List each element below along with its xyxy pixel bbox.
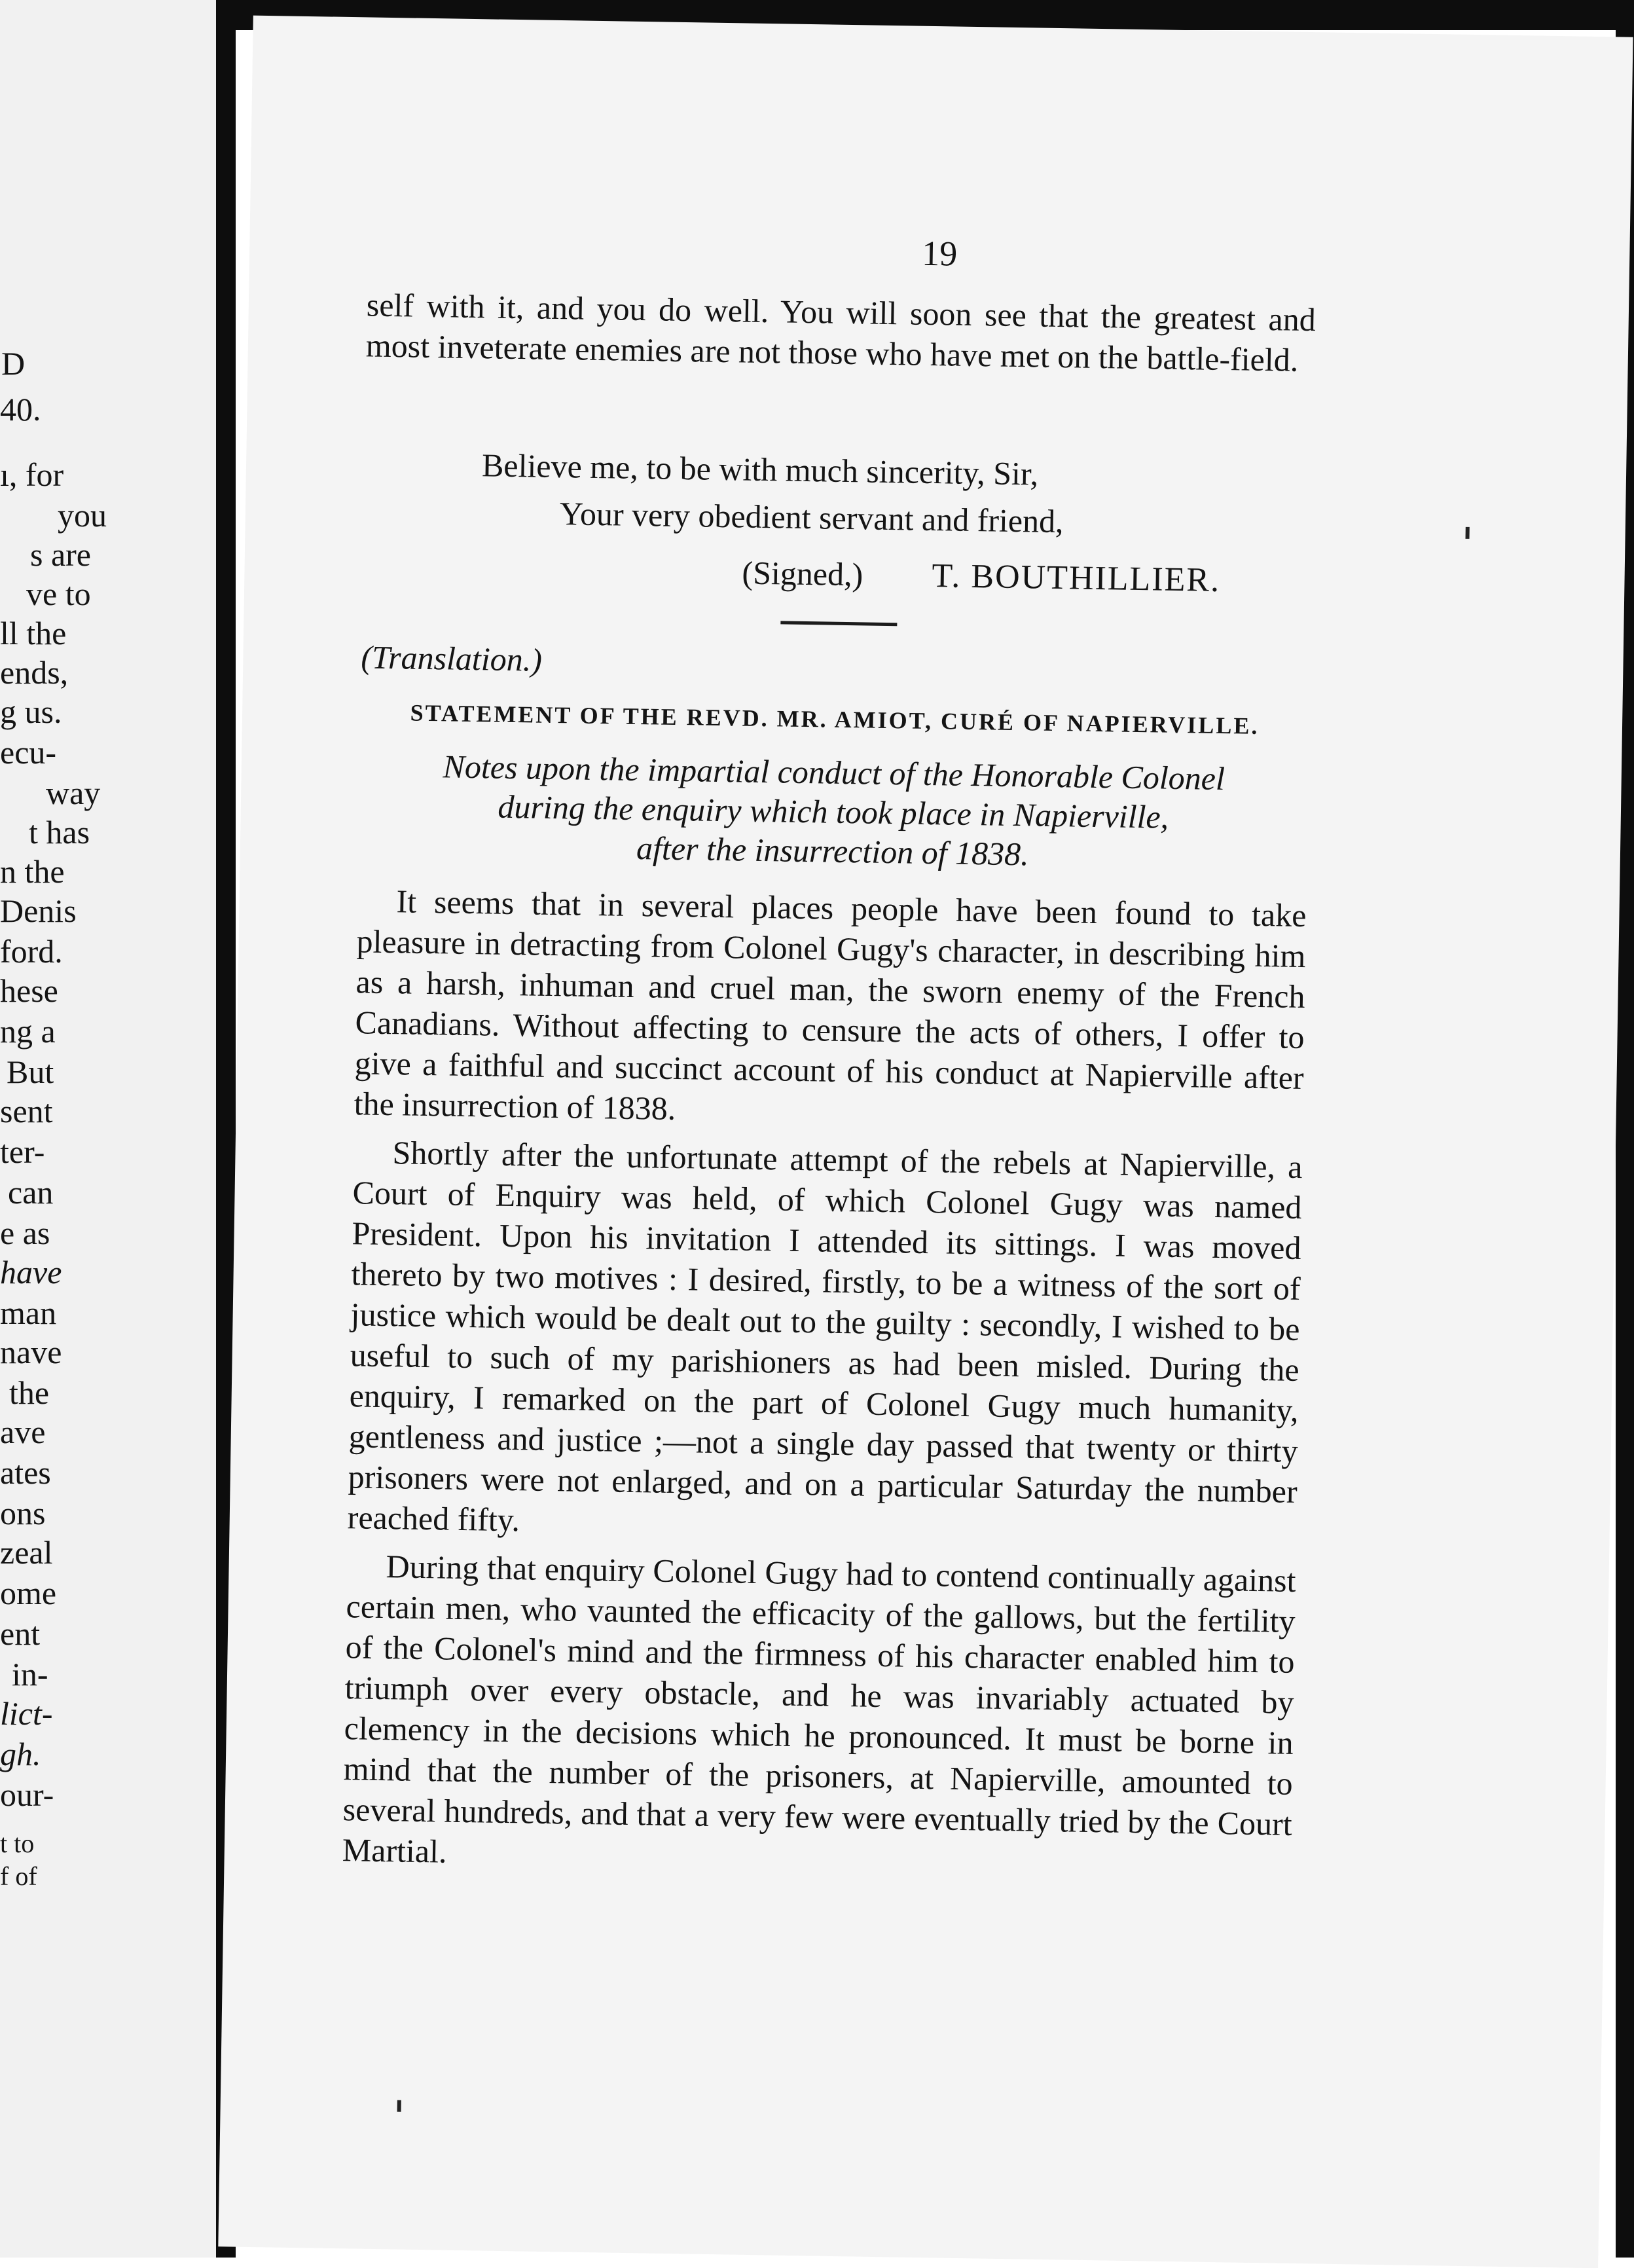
facing-page-text: ons [0,1495,46,1531]
facing-page-fragment [0,0,216,2258]
facing-page-text: ome [0,1575,57,1611]
facing-page-text: gh. [0,1736,41,1772]
facing-page-text: the [9,1374,50,1411]
statement-subheading [358,745,1309,878]
statement-heading: STATEMENT OF THE REVD. MR. AMIOT, CURÉ OF NAPIERVILLE. [410,699,1260,739]
facing-page-text: ates [0,1454,51,1491]
facing-page-text: ends, [0,654,69,691]
facing-page-text: f of [0,1861,37,1891]
subheading-line: Notes upon the impartial conduct of the Honorable Colonel [443,748,1226,797]
statement-body [342,880,1307,1885]
facing-page-text: Denis [0,892,77,929]
facing-page-text: t has [29,814,90,850]
facing-page-text: ı, for [0,456,64,493]
facing-page-text: ve to [26,576,91,612]
subheading-line: during the enquiry which took place in Napierville, [498,788,1169,835]
page-number: 19 [921,233,958,274]
ink-speck [1466,527,1470,539]
translation-label: (Translation.) [361,638,543,678]
facing-page-text: s are [30,536,91,573]
facing-page-text: ter- [0,1133,45,1170]
facing-page-text: 40. [0,391,41,428]
facing-page-text: zeal [0,1534,53,1571]
facing-page-text: nave [0,1334,62,1370]
facing-page-text: D [1,345,26,382]
body-paragraph: During that enquiry Colonel Gugy had to contend continually against certain men, who vaunted the efficacity of the gallows, but the fertility of the Colonel's mind and the firmness of his character enabled him to triumph over every obstacle, and he was invariably actuated by clemency in the decisions which he pronounced. It must be borne in mind that the number of the prisoners, at Napierville, amounted to several hundreds, and that a very few were eventually tried by the Court Martial. [342,1548,1296,1870]
body-paragraph: It seems that in several places people have been found to take pleasure in detracting from Colonel Gugy's character, in describing him as a harsh, inhuman and cruel man, the sworn enemy of the French Canadians. Without affecting to censure the acts of others, I offer to give a faithful and succinct account of his conduct at Napierville after the insurrection of 1838. [354,883,1307,1127]
document-page [218,16,1633,2268]
facing-page-text: n the [0,853,65,890]
facing-page-text: ent [0,1615,41,1652]
signer-name: T. BOUTHILLIER. [932,557,1221,599]
section-divider [780,621,897,626]
facing-page-text: ford. [0,933,63,970]
facing-page-text: t to [0,1829,35,1858]
facing-page-text: sent [0,1093,53,1129]
body-paragraph: Shortly after the unfortunate attempt of the rebels at Napierville, a Court of Enquiry was held, of which Colonel Gugy was named President. Upon his invitation I attended its sittings. I was moved thereto by two motives : I desired, firstly, to be a witness of the sort of justice which would be dealt out to the guilty : secondly, I wished to be useful to such of my parishioners as had been misled. During the enquiry, I remarked on the part of Colonel Gugy much humanity, gentleness and justice ;—not a single day passed that twenty or thirty prisoners were not enlarged, and on a particular Saturday the number reached fifty. [347,1134,1303,1539]
signed-label: (Signed,) [742,554,863,593]
facing-page-text: e as [0,1215,50,1251]
continuation-paragraph [365,284,1316,380]
facing-page-text: have [0,1254,62,1290]
facing-page-text: But [7,1053,54,1090]
facing-page-text: lict- [0,1695,53,1732]
facing-page-text: in- [12,1656,48,1692]
facing-page-text: ave [0,1414,46,1450]
facing-page-text: can [8,1174,54,1211]
facing-page-text: our- [0,1776,54,1813]
facing-page-text: you [58,497,107,534]
facing-page-text: man [0,1294,57,1331]
facing-page-text: g us. [0,693,62,730]
facing-page-text: ecu- [0,734,57,771]
closing-line-2: Your very obedient servant and friend, [559,495,1064,540]
subheading-line: after the insurrection of 1838. [636,830,1030,873]
facing-page-text: ng a [0,1013,56,1050]
ink-speck [397,2100,401,2112]
closing-line-1: Believe me, to be with much sincerity, Sir, [481,447,1039,492]
facing-page-text: hese [0,972,58,1009]
facing-page-text: ll the [0,615,67,651]
facing-page-text: way [46,775,101,811]
continuation-text: self with it, and you do well. You will soon see that the greatest and most inveterate enemies are not those who have met on the battle-field. [365,286,1316,378]
